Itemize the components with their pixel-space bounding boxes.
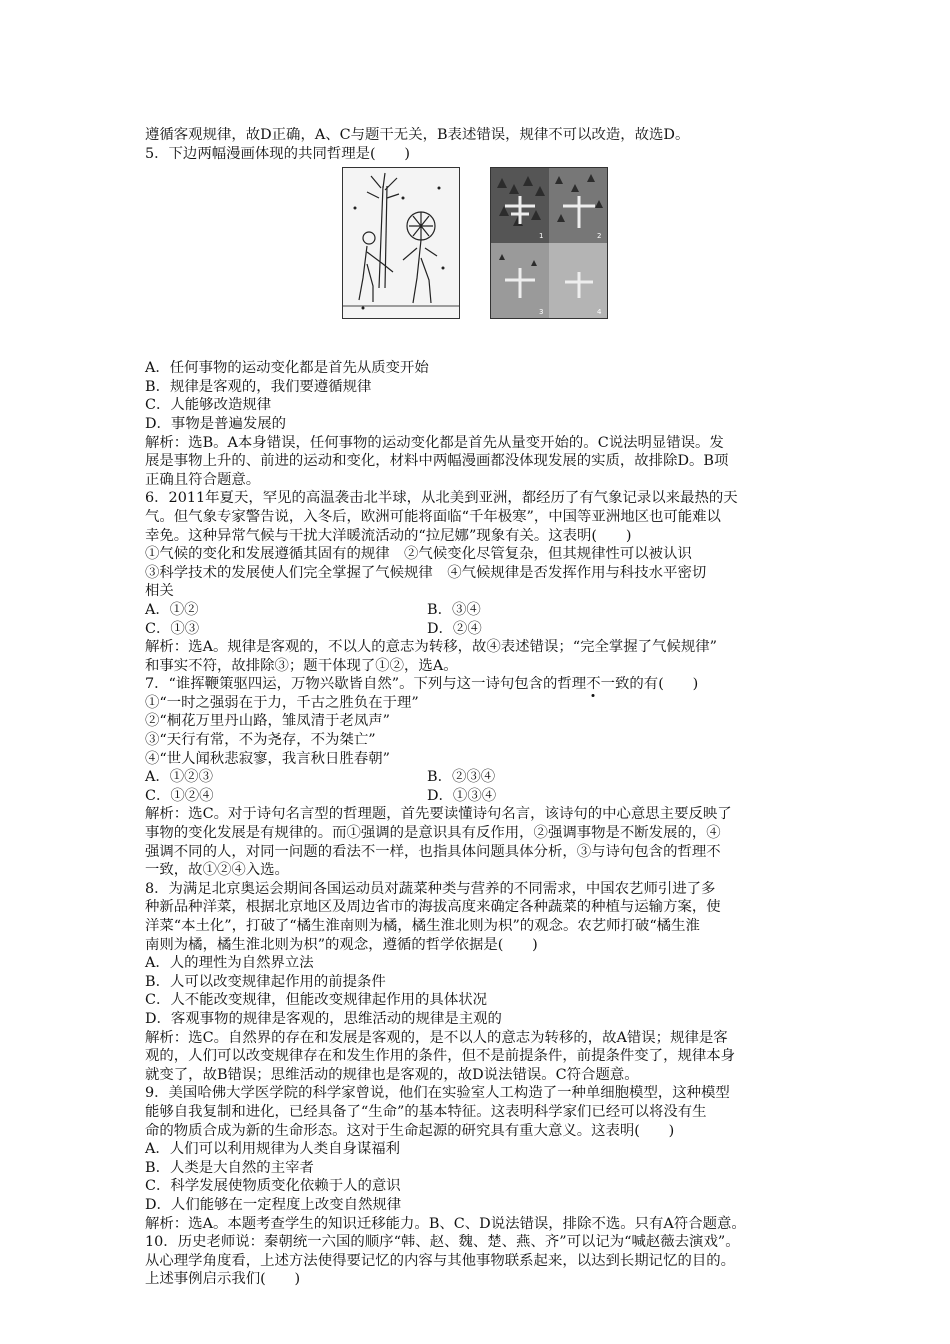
q6-choice-b: B．③④ [427,601,481,618]
q7-analysis-line: 强调不同的人，对同一问题的看法不一样，也指具体问题具体分析，③与诗句包含的哲理不 [145,843,721,860]
q6-stem-line: 6．2011年夏天，罕见的高温袭击北半球，从北美到亚洲，都经历了有气象记录以来最热的天 [145,490,738,507]
q6-choice-a: A．①② [145,601,199,618]
q7-stem-emphasis [586,676,629,692]
q7-item: ①“一时之强弱在于力，千古之胜负在于理” [145,694,419,711]
q8-option-c: C．人不能改变规律，但能改变规律起作用的具体状况 [145,992,487,1009]
q8-analysis-line: 观的，人们可以改变规律存在和发生作用的条件，但不是前提条件，前提条件变了，规律本身 [145,1048,736,1065]
cartoon-right-image [490,167,608,319]
q5-option-c: C．人能够改造规律 [145,397,272,414]
q6-stem-line: 相关 [145,583,174,600]
q5-analysis-line: 展是事物上升的、前进的运动和变化，材料中两幅漫画都没体现发展的实质，故排除D。B项 [145,453,729,470]
text-line: 遵循客观规律，故D正确，A、C与题干无关，B表述错误，规律不可以改造，故选D。 [145,127,690,143]
q7-choice-a: A．①②③ [145,769,213,786]
q10-stem-line: 从心理学角度看，上述方法使得要记忆的内容与其他事物联系起来，以达到长期记忆的目的。 [145,1252,736,1269]
q8-stem-line: 南则为橘，橘生淮北则为枳”的观念，遵循的哲学依据是( ) [145,936,538,953]
q6-analysis-line: 解析：选A。规律是客观的，不以人的意志为转移，故④表述错误；“完全掌握了气候规律” [145,639,717,656]
q9-option-a: A．人们可以利用规律为人类自身谋福利 [145,1141,401,1158]
q6-choices-row [145,601,815,620]
q6-choice-c: C．①③ [145,620,200,637]
svg-text:3: 3 [539,308,544,317]
q6-choice-d: D．②④ [427,620,482,637]
q7-choice-b: B．②③④ [427,769,496,786]
q9-option-c: C．科学发展使物质变化依赖于人的意识 [145,1178,401,1195]
q7-item: ④“世人闻秋悲寂寥，我言秋日胜春朝” [145,750,390,767]
svg-text:2: 2 [597,232,602,241]
emphasis-rest: 一致 [600,676,630,693]
q7-choices-row [145,768,815,787]
svg-text:4: 4 [597,308,602,317]
q9-option-b: B．人类是大自然的主宰者 [145,1159,314,1176]
q9-option-d: D．人们能够在一定程度上改变自然规律 [145,1196,402,1213]
q7-analysis-line: 事物的变化发展是有规律的。而①强调的是意识具有反作用，②强调事物是不断发展的，④ [145,825,721,842]
q7-analysis-line: 一致，故①②④入选。 [145,862,289,879]
cartoon-left-image [342,167,460,319]
q8-stem-line: 8．为满足北京奥运会期间各国运动员对蔬菜种类与营养的不同需求，中国农艺师引进了多 [145,880,716,897]
q10-stem-line: 上述事例启示我们( ) [145,1271,301,1288]
q5-option-a: A．任何事物的运动变化都是首先从质变开始 [145,360,429,377]
q5-option-b: B．规律是客观的，我们要遵循规律 [145,378,372,395]
svg-text:1: 1 [539,232,544,241]
q8-stem-line: 洋菜“本土化”，打破了“橘生淮南则为橘，橘生淮北则为枳”的观念。农艺师打破“橘生淮 [145,918,700,934]
q6-choices-row [145,620,815,639]
q7-choice-d: D．①③④ [427,787,497,804]
q5-analysis-line: 正确且符合题意。 [145,471,261,488]
q6-stem-line: 幸免。这种异常气候与干扰大洋暖流活动的“拉尼娜”现象有关。这表明( ) [145,527,632,544]
emphasis-char: 不 [586,676,601,693]
question-5-stem: 5．下边两幅漫画体现的共同哲理是( ) [145,145,411,162]
q9-stem-line: 命的物质合成为新的生命形态。这对于生命起源的研究具有重大意义。这表明( ) [145,1122,675,1139]
q7-stem-end: 的有( ) [629,676,699,693]
q9-stem-line: 9．美国哈佛大学医学院的科学家曾说，他们在实验室人工构造了一种单细胞模型，这种模型 [145,1085,730,1102]
cartoon-figures [145,167,815,357]
q10-stem-line: 10．历史老师说：秦朝统一六国的顺序“韩、赵、魏、楚、燕、齐”可以记为“喊赵薇去演戏”。 [145,1234,740,1251]
q8-stem-line: 种新品种洋菜，根据北京地区及周边省市的海拔高度来确定各种蔬菜的种植与运输方案，使 [145,899,721,916]
document-page [145,126,815,1289]
q7-stem [145,675,815,694]
q8-option-a: A．人的理性为自然界立法 [145,955,314,972]
q5-analysis-line: 解析：选B。A本身错误，任何事物的运动变化都是首先从量变开始的。C说法明显错误。发 [145,434,724,451]
q7-analysis-line: 解析：选C。对于诗句名言型的哲理题，首先要读懂诗句名言，该诗句的中心意思主要反映了 [145,806,732,823]
q9-stem-line: 能够自我复制和进化，已经具备了“生命”的基本特征。这表明科学家们已经可以将没有生 [145,1103,707,1120]
q7-item: ②“桐花万里丹山路，雏凤清于老凤声” [145,713,390,730]
q9-analysis-line: 解析：选A。本题考查学生的知识迁移能力。B、C、D说法错误，排除不选。只有A符合题意。 [145,1215,746,1232]
q8-option-b: B．人可以改变规律起作用的前提条件 [145,973,386,990]
q6-stem-line: ①气候的变化和发展遵循其固有的规律 ②气候变化尽管复杂，但其规律性可以被认识 [145,546,692,563]
q5-option-d: D．事物是普遍发展的 [145,415,287,432]
q8-analysis-line: 解析：选C。自然界的存在和发展是客观的，是不以人的意志为转移的，故A错误；规律是客 [145,1029,728,1046]
q8-option-d: D．客观事物的规律是客观的，思维活动的规律是主观的 [145,1010,502,1027]
q6-stem-line: ③科学技术的发展使人们完全掌握了气候规律 ④气候规律是否发挥作用与科技水平密切 [145,564,707,581]
q7-stem-start: 7．“谁挥鞭策驱四运，万物兴歇皆自然”。下列与这一诗句包含的哲理 [145,676,587,693]
q6-analysis-line: 和事实不符，故排除③；题干体现了①②，选A。 [145,657,458,674]
q6-stem-line: 气。但气象专家警告说，入冬后，欧洲可能将面临“千年极寒”，中国等亚洲地区也可能难以 [145,508,721,525]
q7-choice-c: C．①②④ [145,787,214,804]
q7-choices-row [145,787,815,806]
q8-analysis-line: 就变了，故B错误；思维活动的规律也是客观的，故D说法错误。C符合题意。 [145,1066,639,1083]
q7-item: ③“天行有常，不为尧存，不为桀亡” [145,732,376,749]
